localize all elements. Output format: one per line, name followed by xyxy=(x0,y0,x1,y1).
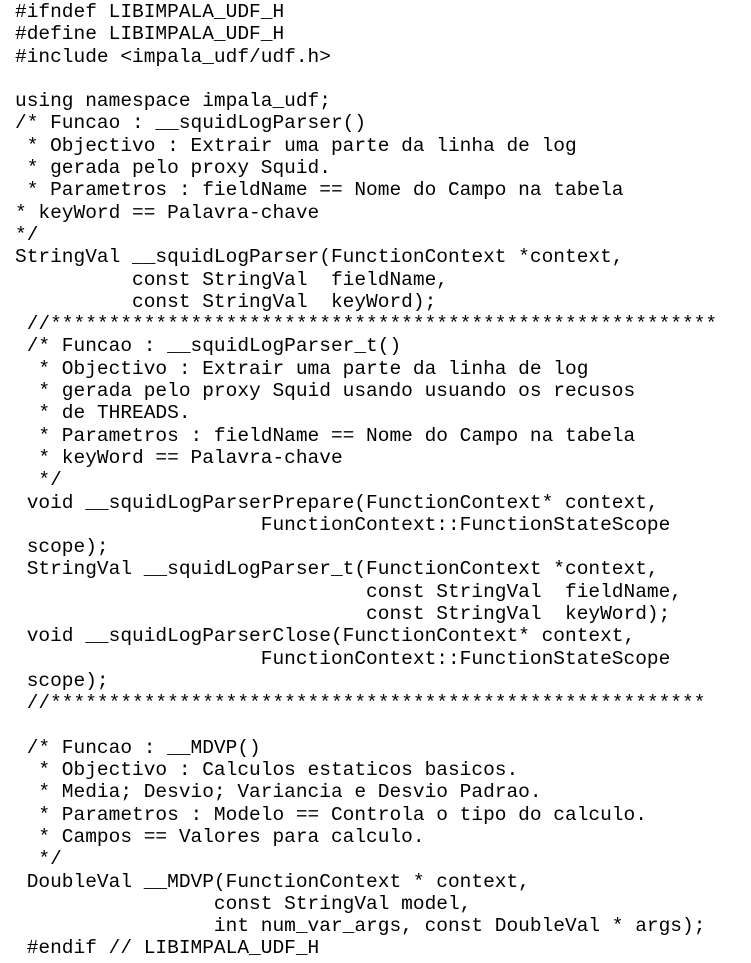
code-line: #ifndef LIBIMPALA_UDF_H xyxy=(15,1,285,23)
code-line: * keyWord == Palavra-chave xyxy=(15,446,343,469)
code-line: * Objectivo : Extrair uma parte da linha de log xyxy=(15,357,589,380)
code-line xyxy=(15,68,751,90)
code-line: * keyWord == Palavra-chave xyxy=(15,201,320,224)
code-line: const StringVal fieldName, xyxy=(15,268,448,291)
code-line: */ xyxy=(15,469,62,492)
code-line: FunctionContext::FunctionStateScope xyxy=(15,513,671,536)
code-line: * gerada pelo proxy Squid. xyxy=(15,157,331,180)
code-line: * Parametros : fieldName == Nome do Campo na tabela xyxy=(15,424,636,447)
code-line: FunctionContext::FunctionStateScope xyxy=(15,647,671,670)
code-line: using namespace impala_udf; xyxy=(15,90,331,113)
code-line: * Objectivo : Calculos estaticos basicos. xyxy=(15,759,519,782)
code-line: void __squidLogParserClose(FunctionContext* context, xyxy=(15,625,636,648)
code-line: StringVal __squidLogParser_t(FunctionContext *context, xyxy=(15,558,659,581)
code-line: * de THREADS. xyxy=(15,402,191,425)
code-line: #define LIBIMPALA_UDF_H xyxy=(15,23,285,46)
code-line: * Parametros : Modelo == Controla o tipo do calculo. xyxy=(15,803,647,826)
code-line: #endif // LIBIMPALA_UDF_H xyxy=(15,937,320,960)
code-line: const StringVal fieldName, xyxy=(15,580,683,603)
code-line: */ xyxy=(15,223,39,246)
code-line: /* Funcao : __squidLogParser() xyxy=(15,112,367,135)
code-line: const StringVal keyWord); xyxy=(15,603,671,626)
code-line: /* Funcao : __squidLogParser_t() xyxy=(15,335,402,358)
code-line: * Parametros : fieldName == Nome do Campo na tabela xyxy=(15,179,624,202)
code-line xyxy=(15,715,751,737)
code-line: void __squidLogParserPrepare(FunctionContext* context, xyxy=(15,491,659,514)
code-line: DoubleVal __MDVP(FunctionContext * context, xyxy=(15,870,530,893)
code-line: * gerada pelo proxy Squid usando usuando os recusos xyxy=(15,380,636,403)
code-line: #include <impala_udf/udf.h> xyxy=(15,45,331,68)
code-listing xyxy=(15,1,751,963)
code-line: scope); xyxy=(15,669,109,692)
code-line: * Objectivo : Extrair uma parte da linha de log xyxy=(15,134,577,157)
code-line: */ xyxy=(15,848,62,871)
code-line: const StringVal model, xyxy=(15,892,472,915)
code-line: * Campos == Valores para calculo. xyxy=(15,825,425,848)
code-line: const StringVal keyWord); xyxy=(15,290,437,313)
code-line: StringVal __squidLogParser(FunctionContext *context, xyxy=(15,246,624,269)
code-line: scope); xyxy=(15,536,109,559)
code-line: //********************************************************* xyxy=(15,313,718,336)
code-line: int num_var_args, const DoubleVal * args); xyxy=(15,915,706,938)
code-line: * Media; Desvio; Variancia e Desvio Padrao. xyxy=(15,781,542,804)
code-line: /* Funcao : __MDVP() xyxy=(15,736,261,759)
code-line: //******************************************************** xyxy=(15,692,706,715)
